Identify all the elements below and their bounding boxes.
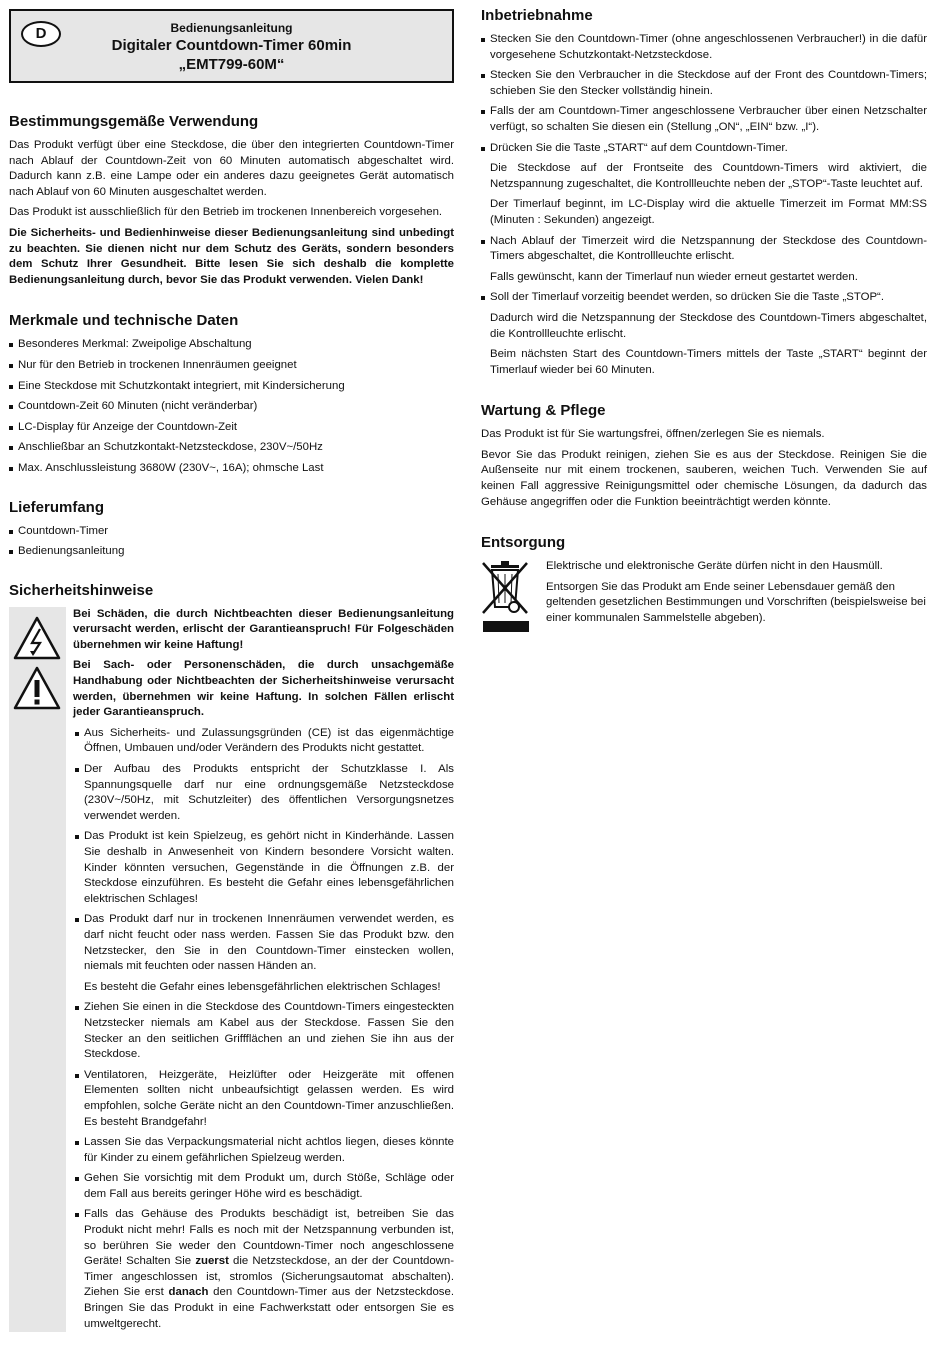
note-text: Es besteht die Gefahr eines lebensgefährlichen elektrischen Schlages!	[84, 980, 441, 993]
list-item: Max. Anschlussleistung 3680W (230V~, 16A); ohmsche Last	[9, 461, 454, 477]
paragraph: Das Produkt ist für Sie wartungsfrei, öffnen/zerlegen Sie es niemals.	[481, 428, 825, 441]
section-heading: Wartung & Pflege	[481, 402, 606, 420]
warning-text: Bei Sach- oder Personenschäden, die durch unsachgemäße Handhabung oder Nichtbeachten der Sicherheitshinweise verursacht werden, übernehmen wir keine Haftung. In solchen Fällen erlischt jeder Garantieanspruch.	[73, 659, 454, 719]
list-item: Falls der am Countdown-Timer angeschlossene Verbraucher über einen Netzschalter verfügt, so schalten Sie diesen ein (Stellung „ON“, „EIN“ bzw. „I“).	[481, 104, 927, 135]
section-heading: Entsorgung	[481, 534, 566, 552]
section-heading: Inbetriebnahme	[481, 7, 593, 24]
list-item: Das Produkt darf nur in trockenen Innenräumen verwendet werden, es darf nicht feucht oder nass werden. Fassen Sie das Produkt bzw. den Netzstecker, den Sie in den Countdown-Timer einstecken wollen, niemals mit feuchten oder nassen Händen an.	[73, 912, 454, 974]
section-entsorgung	[481, 533, 927, 626]
list-item: Ventilatoren, Heizgeräte, Heizlüfter oder Heizgeräte mit offenen Elementen sollten nicht unbeaufsichtigt gelassen werden. Es wird empfohlen, solche Geräte nicht an den Countdown-Timer anzuschließen. Es besteht Brandgefahr!	[73, 1068, 454, 1130]
paragraph-bold: Die Sicherheits- und Bedienhinweise dieser Bedienungsanleitung sind unbedingt zu beachten. Sie dienen nicht nur dem Schutz des Geräts, sondern besonders dem Schutz Ihrer Gesundheit. Bitte lesen Sie sich deshalb die komplette Bedienungsanleitung durch, bevor Sie das Produkt verwenden. Vielen Dank!	[9, 226, 454, 286]
list-item: Der Aufbau des Produkts entspricht der Schutzklasse I. Als Spannungsquelle darf nur eine ordnungsgemäße Netzsteckdose (230V~/50Hz, mit Schutzleiter) des öffentlichen Versorgungsnetzes verwendet werden.	[73, 762, 454, 824]
doc-title: Digitaler Countdown-Timer 60min	[111, 37, 352, 54]
paragraph: Entsorgen Sie das Produkt am Ende seiner Lebensdauer gemäß den geltenden gesetzlichen Bestimmungen und Vorschriften (beispielsweise bei einer kommunalen Sammelstelle abgeben).	[546, 580, 926, 625]
list-item: Nach Ablauf der Timerzeit wird die Netzspannung der Steckdose des Countdown-Timers abgeschaltet, die Kontrollleuchte erlischt.	[481, 234, 927, 265]
text-run: den Countdown-Timer aus der Netzsteckdose. Bringen Sie das Produkt in eine Fachwerkstatt oder entsorgen Sie es umweltgerecht.	[84, 1286, 454, 1330]
list-item: LC-Display für Anzeige der Countdown-Zeit	[9, 420, 454, 436]
doc-subtitle: Bedienungsanleitung	[170, 21, 293, 35]
language-badge: D	[21, 21, 61, 47]
doc-model: „EMT799-60M“	[178, 56, 285, 73]
title-box	[9, 9, 454, 83]
section-heading: Sicherheitshinweise	[9, 581, 154, 599]
list-item: Stecken Sie den Countdown-Timer (ohne angeschlossenen Verbraucher!) in die dafür vorgesehene Schutzkontakt-Netzsteckdose.	[481, 32, 927, 63]
text-run: die Netzsteckdose, an der der Countdown-Timer angeschlossen ist, stromlos (Sicherungsautomat abschalten). Ziehen Sie erst	[84, 1255, 455, 1299]
section-sicherheit	[9, 581, 454, 1333]
warning-icon	[12, 665, 62, 711]
section-wartung	[481, 401, 927, 510]
weee-crossed-bin-icon	[481, 561, 533, 635]
list-item: Aus Sicherheits- und Zulassungsgründen (CE) ist das eigenmächtige Öffnen, Umbauen und/oder Verändern des Produkts nicht gestattet.	[73, 726, 454, 757]
paragraph: Dadurch wird die Netzspannung der Steckdose des Countdown-Timers abgeschaltet, die Kontrollleuchte erlischt.	[490, 311, 927, 340]
paragraph: Falls gewünscht, kann der Timerlauf nun wieder erneut gestartet werden.	[490, 270, 858, 283]
section-bestimmung	[9, 112, 454, 288]
section-merkmale	[9, 311, 454, 476]
list-item: Stecken Sie den Verbraucher in die Steckdose auf der Front des Countdown-Timers; schieben Sie den Stecker vollständig hinein.	[481, 68, 927, 99]
paragraph: Die Steckdose auf der Frontseite des Countdown-Timers wird aktiviert, die Netzspannung zugeschaltet, die Kontrollleuchte neben der „STOP“-Taste leuchtet auf.	[490, 162, 927, 190]
section-inbetrieb	[481, 6, 927, 378]
list-item: Eine Steckdose mit Schutzkontakt integriert, mit Kindersicherung	[9, 379, 454, 395]
paragraph: Bevor Sie das Produkt reinigen, ziehen Sie es aus der Steckdose. Reinigen Sie die Außenseite nur mit einem trockenen, sauberen, weichen Tuch. Verwenden Sie auf keinen Fall aggressive Reinigungsmittel oder chemische Lösungen, da dadurch das Gehäuse angegriffen oder die Funktion beeinträchtigt werden könnte.	[481, 448, 927, 508]
safety-sidebar	[9, 607, 66, 1333]
list-item: Bedienungsanleitung	[9, 544, 454, 560]
list-item: Countdown-Timer	[9, 524, 454, 540]
paragraph: Elektrische und elektronische Geräte dürfen nicht in den Hausmüll.	[546, 560, 883, 573]
list-item: Besonderes Merkmal: Zweipolige Abschaltung	[9, 337, 454, 353]
list-item: Soll der Timerlauf vorzeitig beendet werden, so drücken Sie die Taste „STOP“.	[481, 290, 927, 306]
section-heading: Bestimmungsgemäße Verwendung	[9, 113, 259, 130]
paragraph: Das Produkt ist ausschließlich für den Betrieb im trockenen Innenbereich vorgesehen.	[9, 206, 443, 219]
section-lieferumfang	[9, 498, 454, 560]
section-heading: Lieferumfang	[9, 498, 105, 516]
list-item: Countdown-Zeit 60 Minuten (nicht veränderbar)	[9, 399, 454, 415]
left-column	[9, 9, 454, 1337]
paragraph: Das Produkt verfügt über eine Steckdose, die über den integrierten Countdown-Timer nach Ablauf der Countdown-Zeit von 60 Minuten automatisch abgeschaltet wird. Dadurch kann z.B. eine Lampe oder ein anderes dazu geeignetes Gerät automatisch nach Ablauf von 60 Minuten ausgeschaltet werden.	[9, 139, 454, 198]
list-item: Das Produkt ist kein Spielzeug, es gehört nicht in Kinderhände. Lassen Sie deshalb in Anwesenheit von Kindern besondere Vorsicht walten. Kinder könnten versuchen, Gegenstände in die Öffnungen z.B. der Steckdose einzuführen. Es besteht die Gefahr eines lebensgefährlichen elektrischen Schlages!	[73, 829, 454, 907]
text-run-bold: danach	[168, 1286, 209, 1299]
text-run: Falls das Gehäuse des Produkts beschädigt ist, betreiben Sie das Produkt nicht mehr! Falls es noch mit der Netzspannung verbunden ist, so berühren Sie weder den Countdown-Timer noch angeschlossene Geräte! Schalten Sie	[84, 1208, 454, 1268]
list-item: Lassen Sie das Verpackungsmaterial nicht achtlos liegen, dieses könnte für Kinder zu einem gefährlichen Spielzeug werden.	[73, 1135, 454, 1166]
list-item: Ziehen Sie einen in die Steckdose des Countdown-Timers eingesteckten Netzstecker niemals am Kabel aus der Steckdose. Fassen Sie den Stecker an den seitlichen Griffflächen an und ziehen Sie ihn aus der Steckdose.	[73, 1000, 454, 1062]
section-heading: Merkmale und technische Daten	[9, 312, 239, 330]
right-column	[481, 6, 927, 632]
list-item: Drücken Sie die Taste „START“ auf dem Countdown-Timer.	[481, 141, 927, 157]
list-item	[73, 1207, 454, 1332]
paragraph: Beim nächsten Start des Countdown-Timers mittels der Taste „START“ beginnt der Timerlauf wieder bei 60 Minuten.	[490, 348, 927, 376]
warning-text: Bei Schäden, die durch Nichtbeachten dieser Bedienungsanleitung verursacht werden, erlischt der Garantieanspruch! Für Folgeschäden übernehmen wir keine Haftung!	[73, 607, 454, 651]
list-item: Gehen Sie vorsichtig mit dem Produkt um, durch Stöße, Schläge oder dem Fall aus bereits geringer Höhe wird es beschädigt.	[73, 1171, 454, 1202]
safety-block	[9, 607, 454, 1333]
list-item: Anschließbar an Schutzkontakt-Netzsteckdose, 230V~/50Hz	[9, 440, 454, 456]
paragraph: Der Timerlauf beginnt, im LC-Display wird die aktuelle Timerzeit im Format MM:SS (Minuten : Sekunden) angezeigt.	[490, 198, 927, 226]
electric-hazard-icon	[12, 615, 62, 661]
text-run-bold: zuerst	[195, 1255, 229, 1268]
list-item: Nur für den Betrieb in trockenen Innenräumen geeignet	[9, 358, 454, 374]
